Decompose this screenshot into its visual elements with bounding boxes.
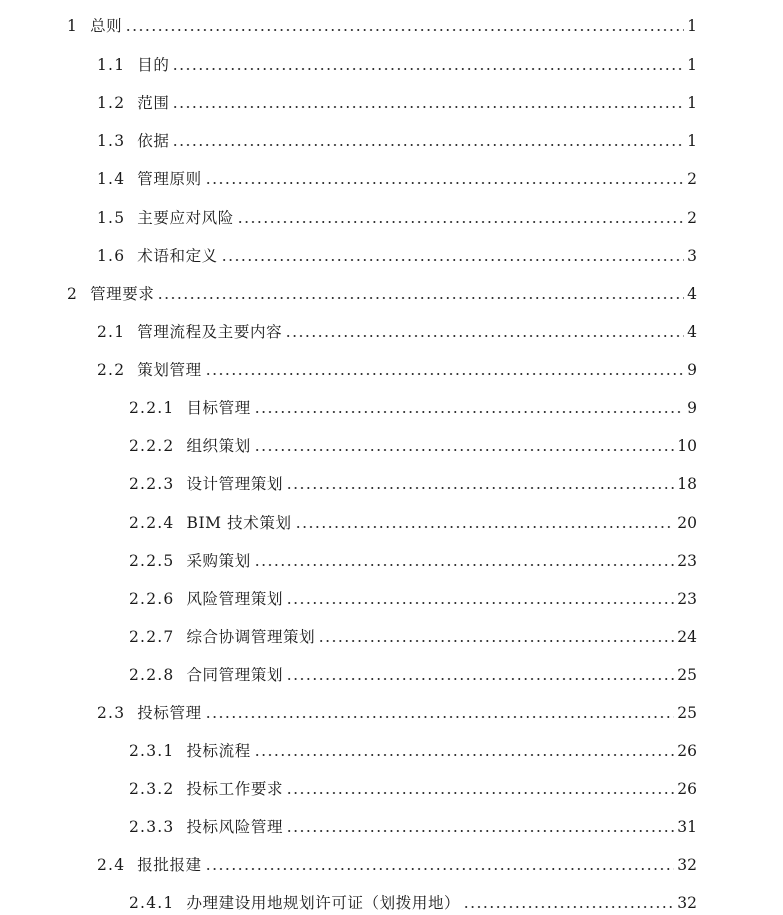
entry-title: 依据 — [137, 132, 170, 150]
entry-number: 2.2.4 — [129, 514, 175, 532]
page-number: 31 — [677, 818, 697, 836]
toc-entry[interactable] — [97, 242, 697, 266]
entry-title: 投标管理 — [137, 704, 202, 722]
page-number: 3 — [687, 247, 697, 265]
dot-leader — [125, 29, 684, 31]
toc-entry[interactable] — [129, 737, 697, 761]
entry-title: 范围 — [137, 94, 170, 112]
entry-number: 1 — [67, 17, 79, 35]
toc-entry[interactable] — [97, 89, 697, 113]
page-number: 9 — [687, 361, 697, 379]
dot-leader — [205, 182, 684, 184]
entry-title: 合同管理策划 — [186, 666, 284, 684]
toc-entry[interactable] — [129, 470, 697, 494]
entry-title: 术语和定义 — [137, 247, 218, 265]
toc-entry[interactable] — [97, 318, 697, 342]
entry-title: 投标工作要求 — [186, 780, 284, 798]
toc-entry[interactable] — [129, 661, 697, 685]
toc-entry[interactable] — [97, 699, 697, 723]
toc-entry[interactable] — [129, 623, 697, 647]
dot-leader — [237, 221, 684, 223]
page-number: 20 — [677, 514, 697, 532]
dot-leader — [205, 373, 684, 375]
toc-entry[interactable] — [129, 509, 697, 533]
entry-number: 2.2.8 — [129, 666, 175, 684]
dot-leader — [172, 144, 684, 146]
dot-leader — [285, 335, 684, 337]
entry-title: 策划管理 — [137, 361, 202, 379]
entry-number: 1.5 — [97, 209, 126, 227]
dot-leader — [254, 564, 674, 566]
entry-title: 管理要求 — [90, 285, 155, 303]
page-number: 1 — [687, 94, 697, 112]
dot-leader — [254, 411, 684, 413]
page-number: 23 — [677, 552, 697, 570]
entry-title: 办理建设用地规划许可证（划拨用地） — [186, 894, 461, 912]
toc-entry[interactable] — [97, 204, 697, 228]
page-number: 4 — [687, 285, 697, 303]
entry-number: 1.4 — [97, 170, 126, 188]
entry-number: 2.3.1 — [129, 742, 175, 760]
page-number: 2 — [687, 209, 697, 227]
entry-number: 1.3 — [97, 132, 126, 150]
toc-entry[interactable] — [129, 813, 697, 837]
entry-number: 2 — [67, 285, 79, 303]
entry-title: 采购策划 — [186, 552, 251, 570]
toc-entry[interactable] — [97, 165, 697, 189]
entry-title: 管理原则 — [137, 170, 202, 188]
page-number: 18 — [677, 475, 697, 493]
page-number: 32 — [677, 856, 697, 874]
page-number: 25 — [677, 704, 697, 722]
entry-title: 总则 — [90, 17, 123, 35]
entry-title: 设计管理策划 — [186, 475, 284, 493]
entry-number: 2.2 — [97, 361, 126, 379]
page-number: 32 — [677, 894, 697, 912]
entry-title: 报批报建 — [137, 856, 202, 874]
entry-title: 目标管理 — [186, 399, 251, 417]
dot-leader — [254, 449, 674, 451]
dot-leader — [286, 487, 674, 489]
entry-number: 1.6 — [97, 247, 126, 265]
page-number: 1 — [687, 17, 697, 35]
entry-title: 管理流程及主要内容 — [137, 323, 283, 341]
entry-number: 2.3.3 — [129, 818, 175, 836]
entry-title: 投标流程 — [186, 742, 251, 760]
entry-number: 2.2.2 — [129, 437, 175, 455]
entry-number: 2.4.1 — [129, 894, 175, 912]
entry-title: BIM 技术策划 — [186, 514, 292, 532]
dot-leader — [205, 868, 675, 870]
entry-number: 2.2.3 — [129, 475, 175, 493]
page-number: 26 — [677, 780, 697, 798]
entry-title: 组织策划 — [186, 437, 251, 455]
dot-leader — [157, 297, 684, 299]
entry-title: 主要应对风险 — [137, 209, 234, 227]
dot-leader — [205, 716, 675, 718]
entry-number: 2.2.5 — [129, 552, 175, 570]
dot-leader — [172, 68, 684, 70]
entry-title: 综合协调管理策划 — [186, 628, 316, 646]
toc-entry[interactable] — [67, 280, 697, 304]
toc-entry[interactable] — [97, 851, 697, 875]
page-number: 26 — [677, 742, 697, 760]
page-number: 1 — [687, 56, 697, 74]
toc-entry[interactable] — [97, 356, 697, 380]
entry-number: 1.1 — [97, 56, 126, 74]
entry-number: 2.4 — [97, 856, 126, 874]
page-number: 10 — [677, 437, 697, 455]
entry-title: 目的 — [137, 56, 170, 74]
page-number: 2 — [687, 170, 697, 188]
dot-leader — [295, 526, 675, 528]
page-number: 25 — [677, 666, 697, 684]
page-number: 24 — [677, 628, 697, 646]
dot-leader — [221, 259, 684, 261]
entry-number: 1.2 — [97, 94, 126, 112]
dot-leader — [172, 106, 684, 108]
dot-leader — [286, 602, 674, 604]
toc-entry[interactable] — [97, 127, 697, 151]
entry-number: 2.1 — [97, 323, 126, 341]
toc-entry[interactable] — [97, 51, 697, 75]
entry-number: 2.2.1 — [129, 399, 175, 417]
entry-title: 风险管理策划 — [186, 590, 284, 608]
toc-entry[interactable] — [129, 547, 697, 571]
page-number: 1 — [687, 132, 697, 150]
toc-entry[interactable] — [129, 394, 697, 418]
toc-entry[interactable] — [129, 889, 697, 913]
dot-leader — [318, 640, 674, 642]
dot-leader — [254, 754, 674, 756]
toc-entry[interactable] — [129, 432, 697, 456]
page-number: 4 — [687, 323, 697, 341]
dot-leader — [286, 678, 674, 680]
dot-leader — [463, 906, 674, 908]
entry-number: 2.2.7 — [129, 628, 175, 646]
entry-number: 2.2.6 — [129, 590, 175, 608]
toc-entry[interactable] — [129, 775, 697, 799]
toc-entry[interactable] — [129, 585, 697, 609]
dot-leader — [286, 792, 674, 794]
page-number: 9 — [687, 399, 697, 417]
toc-entry[interactable] — [67, 12, 697, 36]
dot-leader — [286, 830, 674, 832]
entry-title: 投标风险管理 — [186, 818, 284, 836]
page-number: 23 — [677, 590, 697, 608]
entry-number: 2.3 — [97, 704, 126, 722]
entry-number: 2.3.2 — [129, 780, 175, 798]
